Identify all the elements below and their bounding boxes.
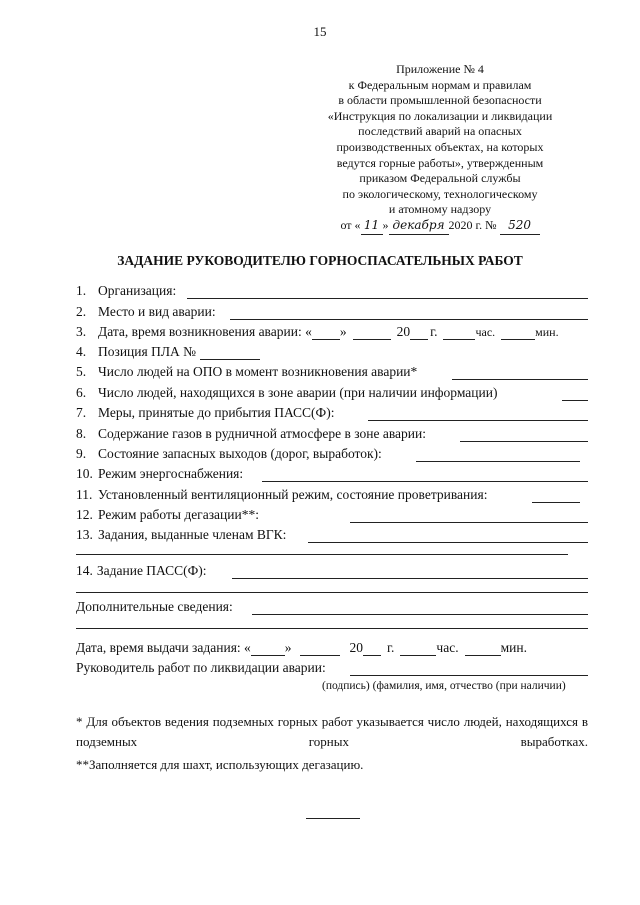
item-number: 5. — [76, 364, 87, 379]
item-label: Режим энергоснабжения: — [98, 466, 244, 481]
issue-label: Дата, время выдачи задания: « — [76, 640, 251, 655]
form-title: ЗАДАНИЕ РУКОВОДИТЕЛЮ ГОРНОСПАСАТЕЛЬНЫХ РАБОТ — [117, 253, 523, 268]
issue-minute-field[interactable] — [465, 643, 501, 656]
item-number: 13. — [76, 527, 93, 542]
minute-unit: мин. — [535, 325, 559, 339]
item-label: Содержание газов в рудничной атмосфере в зоне аварии: — [98, 426, 426, 441]
item-number: 9. — [76, 446, 87, 461]
head-of-works — [76, 660, 326, 676]
degassing-field[interactable] — [350, 522, 588, 523]
appendix-line: по экологическому, технологическому — [342, 186, 538, 201]
appendix-line: и атомному надзору — [388, 202, 492, 217]
item-accident-place — [76, 304, 216, 320]
item-number: 1. — [76, 283, 87, 298]
issue-datetime — [76, 640, 527, 656]
appendix-line: производственных объектах, на которых — [336, 139, 544, 154]
year-prefix: 20 — [349, 640, 364, 655]
item-gas-content — [76, 426, 426, 442]
item-label: Задания, выданные членам ВГК: — [98, 527, 287, 542]
exits-state-field[interactable] — [416, 461, 580, 462]
item-number: 6. — [76, 385, 87, 400]
issue-month-field[interactable] — [300, 643, 340, 656]
hour-field[interactable] — [443, 327, 475, 340]
appendix-line: Приложение № 4 — [396, 62, 484, 76]
page-number: 15 — [313, 24, 327, 39]
item-number: 7. — [76, 405, 87, 420]
appendix-header — [300, 62, 580, 235]
gas-content-field[interactable] — [460, 441, 588, 442]
additional-info-field[interactable] — [252, 614, 588, 615]
year-suffix: г. — [430, 324, 438, 339]
end-divider — [306, 818, 360, 819]
item-power-mode — [76, 466, 243, 482]
date-month: декабря — [389, 218, 449, 235]
additional-info-label: Дополнительные сведения: — [76, 599, 233, 614]
pla-position-field[interactable] — [200, 347, 260, 360]
organization-field[interactable] — [187, 298, 588, 299]
minute-field[interactable] — [501, 327, 535, 340]
issue-day-field[interactable] — [251, 643, 285, 656]
minute-unit: мин. — [500, 640, 527, 655]
item-measures — [76, 405, 334, 421]
item-degassing — [76, 507, 259, 523]
item-organization — [76, 283, 176, 299]
head-signature-field[interactable] — [350, 675, 588, 676]
issue-year-field[interactable] — [363, 643, 381, 656]
ventilation-field[interactable] — [532, 502, 580, 503]
item-people-in-zone — [76, 385, 497, 401]
item-label: Число людей, находящихся в зоне аварии (при наличии информации) — [98, 385, 498, 400]
item-people-total — [76, 364, 417, 380]
additional-info-extra-line[interactable] — [76, 628, 588, 629]
item-number: 3. — [76, 324, 87, 339]
item-exits-state — [76, 446, 382, 462]
appendix-line: к Федеральным нормам и правилам — [348, 77, 532, 92]
date-day: 11 — [361, 218, 383, 235]
item-pass-task — [76, 563, 207, 579]
order-number: 520 — [500, 218, 540, 235]
measures-field[interactable] — [368, 420, 588, 421]
item-pla-position — [76, 344, 260, 360]
item-number: 14. — [76, 563, 93, 578]
signature-hint: (подпись) (фамилия, имя, отчество (при наличии) — [322, 680, 566, 692]
item-number: 4. — [76, 344, 87, 359]
item-ventilation — [76, 487, 487, 503]
appendix-line: в области промышленной безопасности — [338, 93, 542, 108]
accident-place-field[interactable] — [230, 319, 588, 320]
item-label: Позиция ПЛА № — [98, 344, 197, 359]
item-vgk-tasks — [76, 527, 286, 543]
appendix-line: приказом Федеральной службы — [359, 171, 521, 186]
month-field[interactable] — [353, 327, 391, 340]
item-label: Число людей на ОПО в момент возникновения аварии* — [98, 364, 418, 379]
item-number: 12. — [76, 507, 93, 522]
people-in-zone-field[interactable] — [562, 400, 588, 401]
date-prefix: от « — [340, 217, 361, 232]
hour-unit: час. — [475, 325, 496, 339]
day-field[interactable] — [312, 327, 340, 340]
footnote-2: **Заполняется для шахт, использующих дегазацию. — [76, 757, 364, 772]
item-number: 8. — [76, 426, 87, 441]
appendix-date-line — [300, 218, 580, 235]
quote-close: » — [284, 640, 292, 655]
additional-info — [76, 599, 233, 615]
hour-unit: час. — [436, 640, 459, 655]
issue-hour-field[interactable] — [400, 643, 436, 656]
vgk-tasks-extra-line[interactable] — [76, 554, 568, 555]
item-label: Режим работы дегазации**: — [98, 507, 259, 522]
appendix-line: последствий аварий на опасных — [358, 124, 522, 139]
power-mode-field[interactable] — [262, 481, 588, 482]
year-suffix: г. — [387, 640, 395, 655]
item-label: Установленный вентиляционный режим, состояние проветривания: — [98, 487, 488, 502]
item-label: Дата, время возникновения аварии: « — [98, 324, 312, 339]
item-label: Организация: — [98, 283, 177, 298]
year-prefix: 20 — [396, 324, 411, 339]
date-mid: » — [382, 217, 389, 232]
item-label: Задание ПАСС(Ф): — [96, 563, 207, 578]
date-year: 2020 г. № — [448, 217, 497, 232]
appendix-line: «Инструкция по локализации и ликвидации — [327, 108, 553, 123]
item-label: Место и вид аварии: — [98, 304, 216, 319]
item-label: Меры, принятые до прибытия ПАСС(Ф): — [98, 405, 335, 420]
people-total-field[interactable] — [452, 379, 588, 380]
item-number: 10. — [76, 466, 93, 481]
head-label: Руководитель работ по ликвидации аварии: — [76, 660, 326, 675]
pass-task-extra-line[interactable] — [76, 592, 588, 593]
item-accident-datetime — [76, 324, 559, 340]
footnote-1: * Для объектов ведения подземных горных работ указывается число людей, находящихся в подземных горных выработках. — [76, 714, 588, 749]
vgk-tasks-field[interactable] — [308, 542, 588, 543]
item-label: Состояние запасных выходов (дорог, выработок): — [98, 446, 382, 461]
appendix-line: ведутся горные работы», утвержденным — [336, 155, 544, 170]
item-number: 2. — [76, 304, 87, 319]
quote-close: » — [339, 324, 347, 339]
item-number: 11. — [76, 487, 93, 502]
pass-task-field[interactable] — [232, 578, 588, 579]
year-field[interactable] — [410, 327, 428, 340]
